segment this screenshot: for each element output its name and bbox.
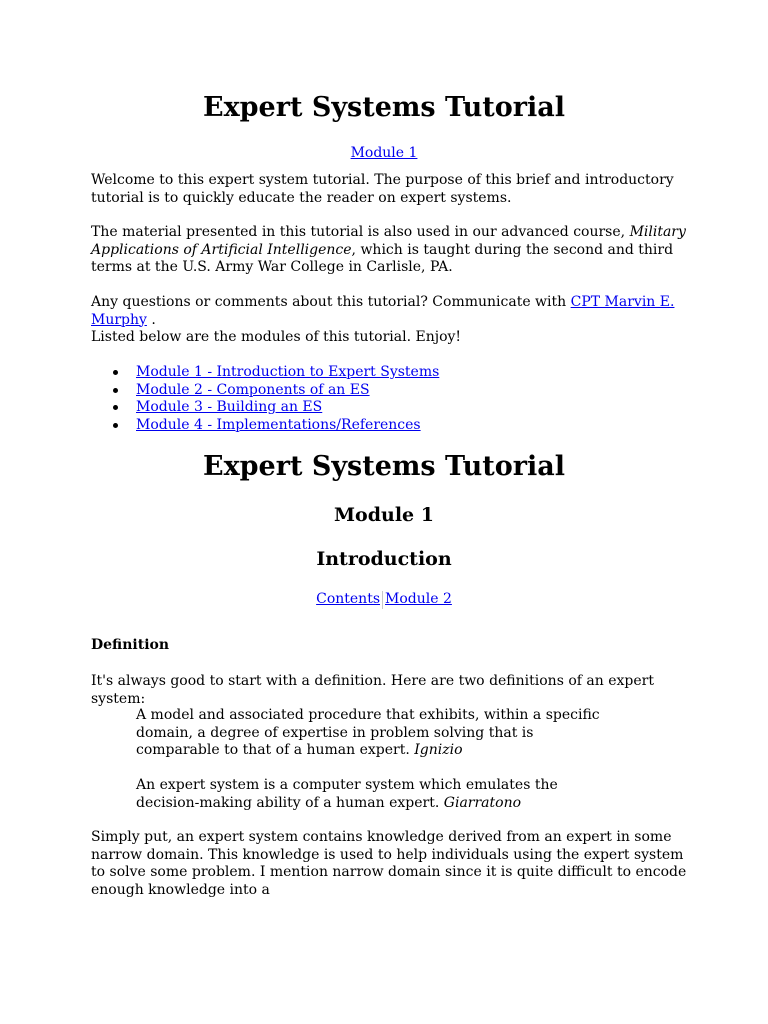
definition-quote-1	[136, 707, 616, 760]
section-heading: Introduction	[316, 548, 452, 570]
module-2-link[interactable]: Module 2	[385, 591, 452, 607]
list-item	[91, 382, 511, 400]
list-item	[91, 417, 511, 435]
module-1-top-link-wrap	[0, 145, 768, 163]
definition-intro: It's always good to start with a definition. Here are two definitions of an expert system:	[91, 673, 654, 707]
list-item	[91, 364, 511, 382]
definition-heading: Definition	[91, 637, 170, 653]
module-heading: Module 1	[334, 504, 434, 526]
module-link-3[interactable]: Module 3 - Building an ES	[136, 399, 323, 415]
page-title: Expert Systems Tutorial	[203, 92, 565, 123]
nav-separator	[382, 591, 383, 609]
module-1-top-link[interactable]: Module 1	[350, 145, 418, 161]
course-name: Military Applications of Artificial Intelligence	[91, 224, 686, 258]
bullet-icon	[113, 405, 118, 410]
material-text-pre: The material presented in this tutorial is also used in our advanced course,	[91, 224, 626, 240]
questions-end: .	[151, 311, 156, 328]
quote-1-text: A model and associated procedure that exhibits, within a specific domain, a degree of expertise in problem solving that is comparable to that of a human expert.	[136, 707, 600, 758]
contact-link[interactable]: CPT Marvin E. Murphy	[91, 294, 675, 328]
questions-text: Any questions or comments about this tutorial? Communicate with	[91, 294, 567, 310]
bullet-icon	[113, 388, 118, 393]
listed-paragraph: Listed below are the modules of this tutorial. Enjoy!	[91, 329, 462, 345]
bullet-icon	[113, 370, 118, 375]
module1-title: Expert Systems Tutorial	[203, 451, 565, 482]
quote-2-text: An expert system is a computer system which emulates the decision-making ability of a human expert.	[136, 777, 558, 811]
module-link-4[interactable]: Module 4 - Implementations/References	[136, 416, 421, 433]
simply-put-paragraph: Simply put, an expert system contains knowledge derived from an expert in some narrow domain. This knowledge is used to help individuals using the expert system to solve some problem. I mention narrow domain since it is quite difficult to encode enough knowledge into a	[91, 829, 687, 898]
quote-1-author: Ignizio	[414, 742, 463, 758]
intro-paragraph: Welcome to this expert system tutorial. The purpose of this brief and introductory tutorial is to quickly educate the reader on expert systems.	[91, 172, 674, 206]
contents-link[interactable]: Contents	[316, 591, 381, 607]
quote-2-author: Giarratono	[443, 794, 522, 811]
definition-quote-2	[136, 777, 616, 812]
module-list	[91, 364, 511, 434]
module-link-1[interactable]: Module 1 - Introduction to Expert Systems	[136, 364, 440, 380]
module-nav	[0, 591, 768, 609]
list-item	[91, 399, 511, 417]
material-text-post: , which is taught during the second and third terms at the U.S. Army War College in Carlisle, PA.	[91, 241, 674, 275]
bullet-icon	[113, 423, 118, 428]
questions-paragraph	[91, 294, 691, 329]
material-paragraph	[91, 224, 691, 277]
module-link-2[interactable]: Module 2 - Components of an ES	[136, 381, 370, 398]
